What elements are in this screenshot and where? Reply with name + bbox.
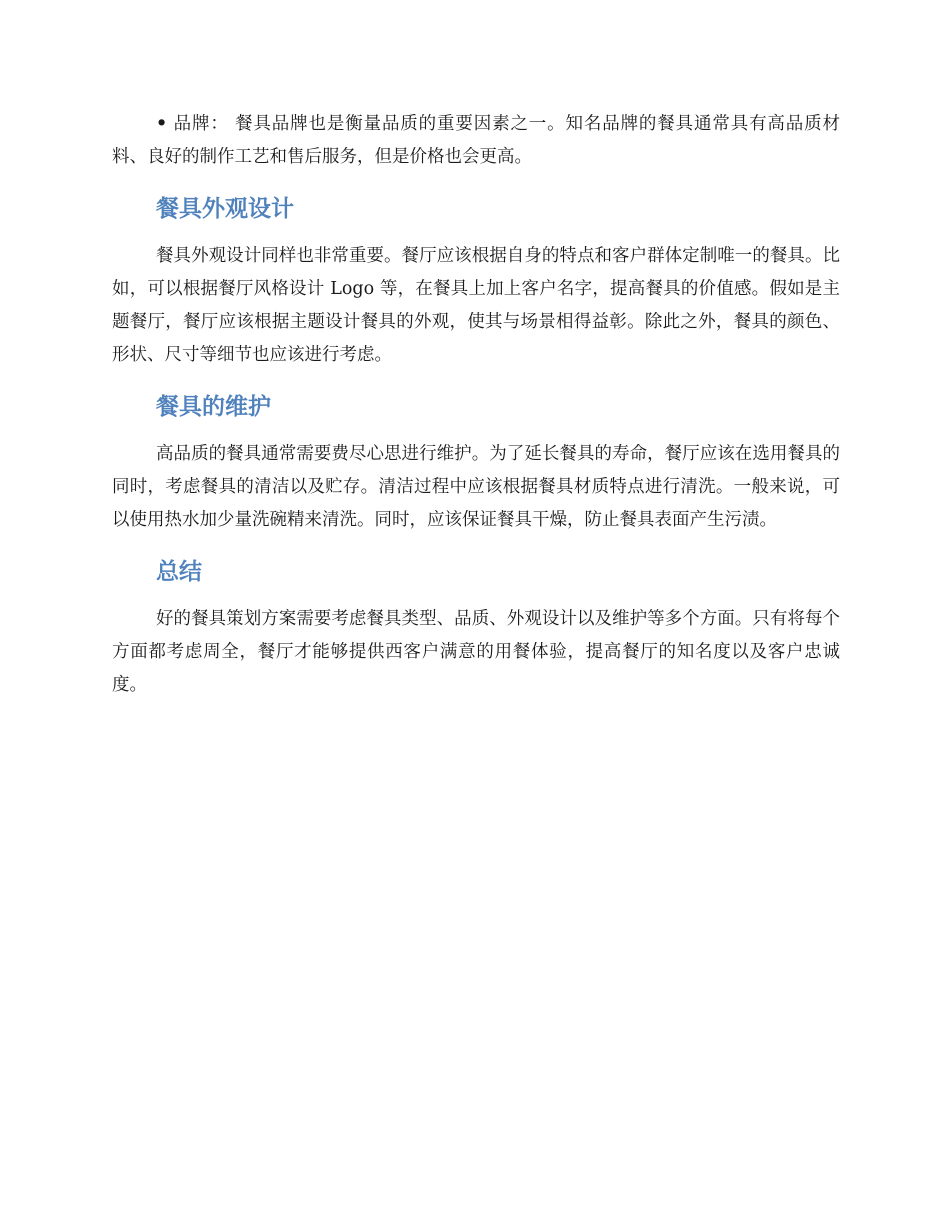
- section-paragraph-maintenance: 高品质的餐具通常需要费尽心思进行维护。为了延长餐具的寿命，餐厅应该在选用餐具的同时，考虑餐具的清洁以及贮存。清洁过程中应该根据餐具材质特点进行清洗。一般来说，可以使用热水加少量洗碗精来清洗。同时，应该保证餐具干燥，防止餐具表面产生污渍。: [112, 444, 840, 530]
- section-paragraph-summary: 好的餐具策划方案需要考虑餐具类型、品质、外观设计以及维护等多个方面。只有将每个方面都考虑周全，餐厅才能够提供西客户满意的用餐体验，提高餐厅的知名度以及客户忠诚度。: [112, 609, 840, 695]
- document-page: [112, 108, 840, 702]
- section-heading-maintenance: 餐具的维护: [156, 394, 271, 420]
- bullet-paragraph-brand: [112, 108, 840, 174]
- section-paragraph-appearance-design: 餐具外观设计同样也非常重要。餐厅应该根据自身的特点和客户群体定制唯一的餐具。比如，可以根据餐厅风格设计 Logo 等，在餐具上加上客户名字，提高餐具的价值感。假如是主题餐厅，餐厅应该根据主题设计餐具的外观，使其与场景相得益彰。除此之外，餐具的颜色、形状、尺寸等细节也应该进行考虑。: [112, 246, 840, 365]
- section-heading-summary: 总结: [156, 559, 202, 585]
- bullet-dot: •: [156, 114, 168, 134]
- bullet-text-brand: 品牌： 餐具品牌也是衡量品质的重要因素之一。知名品牌的餐具通常具有高品质材料、良好的制作工艺和售后服务，但是价格也会更高。: [112, 114, 840, 167]
- section-heading-appearance-design: 餐具外观设计: [156, 196, 294, 222]
